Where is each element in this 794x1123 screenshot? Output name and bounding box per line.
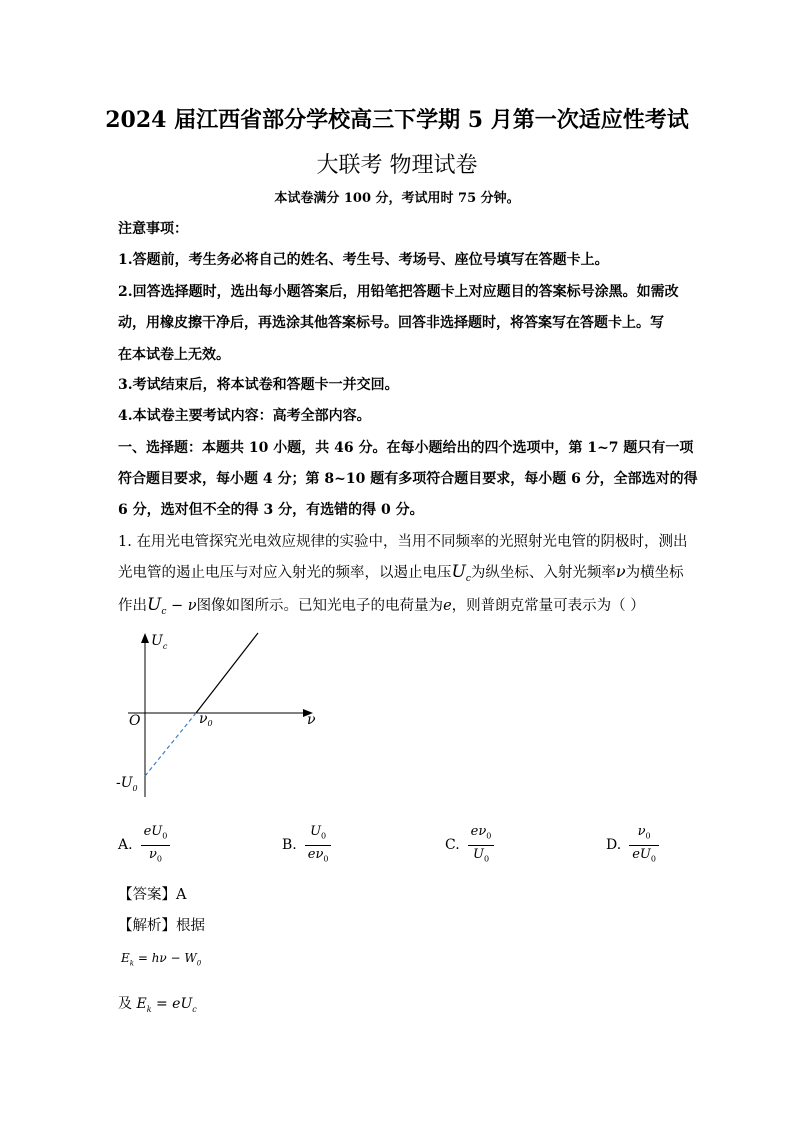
fraction-denominator: eν xyxy=(307,846,324,862)
fraction-numerator: eν xyxy=(470,824,487,839)
subscript: 0 xyxy=(162,831,168,841)
analysis-line: 【解析】根据 xyxy=(118,918,205,934)
answer-line: 【答案】A xyxy=(118,887,187,903)
var-sub: c xyxy=(465,573,471,584)
formula-expression: = hν − W xyxy=(134,951,197,965)
fraction-numerator: eU xyxy=(143,824,163,839)
section-instructions: 符合题目要求，每小题 4 分；第 8~10 题有多项符合题目要求，每小题 6 分，全部选对的得 xyxy=(118,471,698,487)
question-text: 1. 在用光电管探究光电效应规律的实验中，当用不同频率的光照射光电管的阴极时，测出 xyxy=(118,534,688,550)
var-nu: ν xyxy=(615,562,626,581)
subscript: 0 xyxy=(321,831,327,841)
note-item: 2.回答选择题时，选出每小题答案后，用铅笔把答题卡上对应题目的答案标号涂黑。如需改 xyxy=(118,284,679,300)
option-c[interactable] xyxy=(445,823,494,867)
subscript: 0 xyxy=(483,854,490,864)
option-b[interactable] xyxy=(282,823,331,867)
option-a[interactable] xyxy=(118,823,170,867)
var-e: e xyxy=(443,598,452,614)
page-title-line2: 大联考 物理试卷 xyxy=(316,153,478,178)
y-axis-label: $U_c$ xyxy=(151,633,168,651)
subscript: k xyxy=(146,1004,152,1014)
subscript: 0 xyxy=(196,959,202,968)
question-fragment: 图像如图所示。已知光电子的电荷量为 xyxy=(196,598,444,614)
subscript: 0 xyxy=(323,854,329,864)
subscript: k xyxy=(129,959,135,968)
formula-2 xyxy=(118,993,197,1014)
graph-dashed-extension xyxy=(145,713,196,776)
option-letter: D. xyxy=(606,837,622,854)
section-instructions: 一、选择题：本题共 10 小题，共 46 分。在每小题给出的四个选项中，第 1~7 题只有一项 xyxy=(118,440,694,456)
note-item: 4.本试卷主要考试内容：高考全部内容。 xyxy=(118,408,371,424)
subscript: 0 xyxy=(156,854,162,864)
option-letter: C. xyxy=(445,837,460,854)
question-fragment: 为横坐标 xyxy=(625,565,684,581)
exam-subtitle: 本试卷满分 100 分，考试用时 75 分钟。 xyxy=(274,191,520,206)
x-intercept-label: $\nu_0$ xyxy=(199,711,213,728)
option-d[interactable] xyxy=(606,823,659,867)
option-fraction xyxy=(468,823,495,867)
formula-expression: = eU xyxy=(151,996,193,1012)
formula-symbol: E xyxy=(136,996,147,1012)
notes-heading: 注意事项： xyxy=(118,221,188,237)
option-fraction xyxy=(305,823,332,867)
x-axis-label: ν xyxy=(307,712,316,728)
question-fragment: 为纵坐标、入射光频率 xyxy=(470,565,616,581)
subscript: 0 xyxy=(650,854,656,864)
fraction-numerator: U xyxy=(310,824,322,839)
question-text-line2 xyxy=(118,561,684,584)
y-axis-arrow xyxy=(141,633,149,643)
question-text-line3 xyxy=(118,594,645,617)
question-fragment: 光电管的遏止电压与对应入射光的频率，以遏止电压 xyxy=(118,565,452,581)
subscript: 0 xyxy=(486,831,492,841)
formula-1 xyxy=(121,951,201,967)
option-fraction xyxy=(629,823,659,867)
origin-label: O xyxy=(129,713,141,729)
formula-symbol: E xyxy=(121,951,130,965)
y-intercept-label: $-U_0$ xyxy=(116,775,138,793)
fraction-denominator: U xyxy=(472,846,484,862)
option-letter: B. xyxy=(282,837,297,854)
subscript: 0 xyxy=(645,831,651,841)
note-item: 1.答题前，考生务必将自己的姓名、考生号、考场号、座位号填写在答题卡上。 xyxy=(118,252,609,268)
graph-solid-line xyxy=(196,633,258,713)
var-u: U xyxy=(451,562,466,582)
var-sub: c xyxy=(161,606,167,617)
fraction-denominator: eU xyxy=(632,846,651,862)
var-nu: − ν xyxy=(166,598,197,614)
note-item: 动，用橡皮擦干净后，再选涂其他答案标号。回答非选择题时，将答案写在答题卡上。写 xyxy=(118,315,664,331)
option-fraction xyxy=(141,823,171,867)
subscript: c xyxy=(192,1004,197,1014)
section-instructions: 6 分，选对但不全的得 3 分，有选错的得 0 分。 xyxy=(118,502,424,518)
var-u: U xyxy=(147,595,162,615)
option-letter: A. xyxy=(118,837,133,854)
question-fragment: ，则普朗克常量可表示为（ ） xyxy=(451,598,645,614)
uc-nu-graph xyxy=(110,625,330,805)
fraction-numerator: ν xyxy=(637,824,646,839)
question-fragment: 作出 xyxy=(118,598,147,614)
note-item: 3.考试结束后，将本试卷和答题卡一并交回。 xyxy=(118,377,399,393)
formula-prefix: 及 xyxy=(118,996,137,1012)
note-item: 在本试卷上无效。 xyxy=(118,347,230,363)
page-title: 2024 届江西省部分学校高三下学期 5 月第一次适应性考试 xyxy=(105,107,689,133)
fraction-denominator: ν xyxy=(148,846,157,862)
